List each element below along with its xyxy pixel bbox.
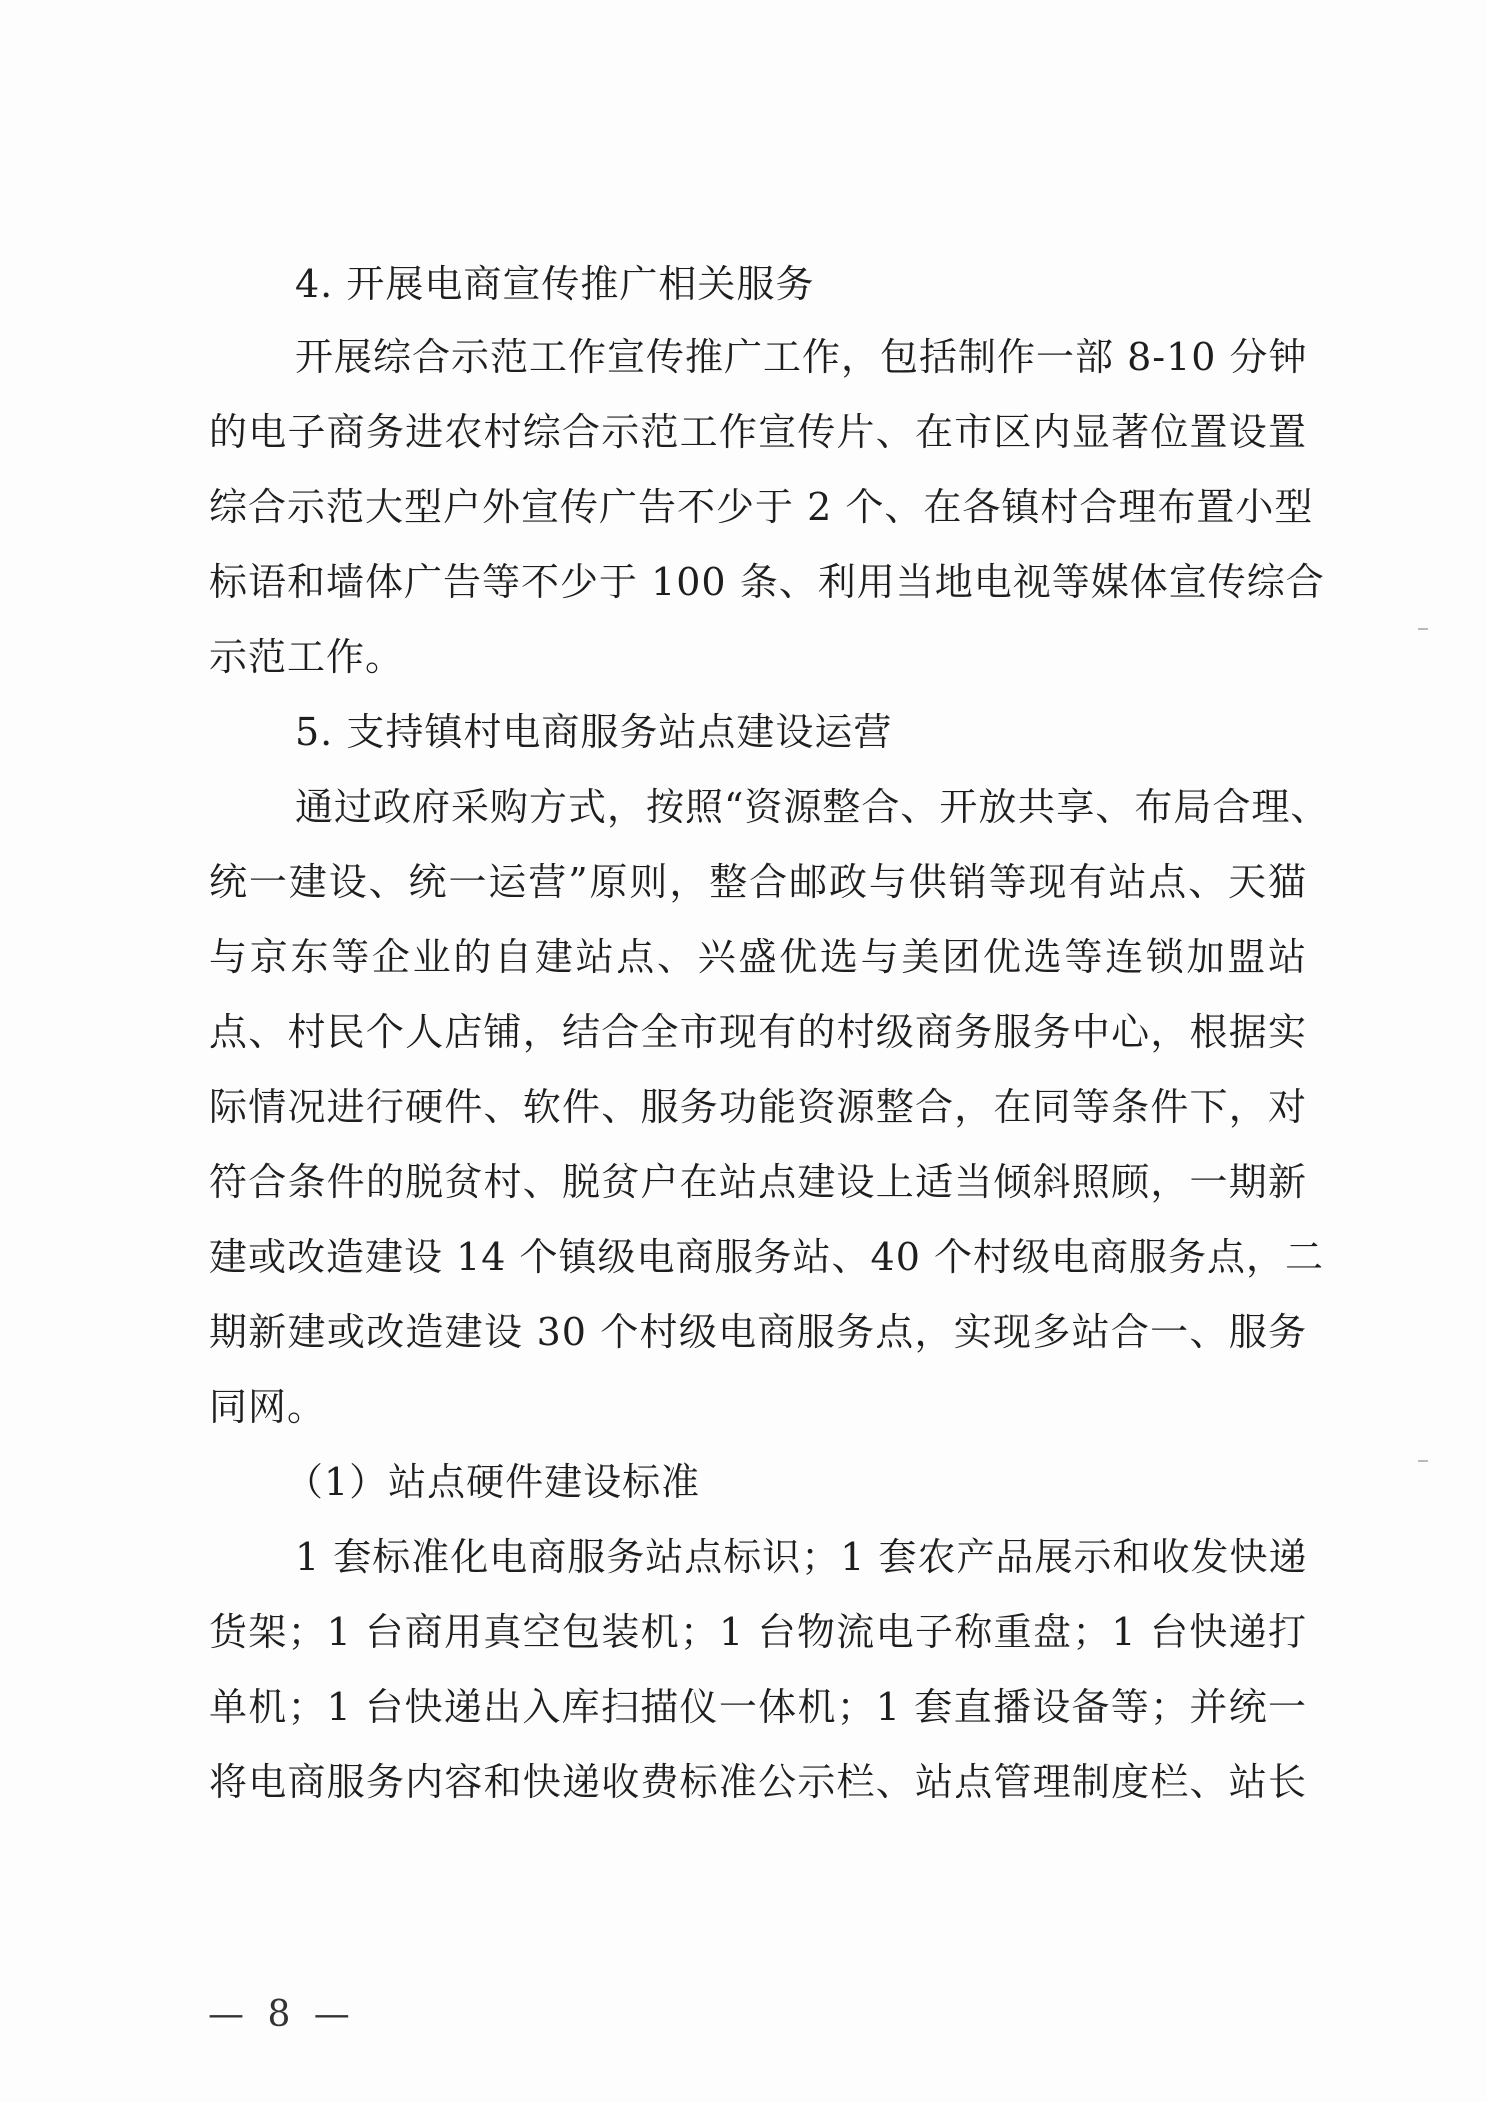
paragraph-line: 货架；1 台商用真空包装机；1 台物流电子称重盘；1 台快递打 (209, 1610, 1307, 1654)
paragraph-line: 通过政府采购方式，按照“资源整合、开放共享、布局合理、 (295, 785, 1330, 829)
paragraph-line: 同网。 (209, 1385, 327, 1429)
paragraph-line: 综合示范大型户外宣传广告不少于 2 个、在各镇村合理布置小型 (209, 485, 1314, 529)
paragraph-line: 单机；1 台快递出入库扫描仪一体机；1 套直播设备等；并统一 (209, 1685, 1307, 1729)
paragraph-line: 统一建设、统一运营”原则，整合邮政与供销等现有站点、天猫 (209, 860, 1307, 904)
paragraph-line: 的电子商务进农村综合示范工作宣传片、在市区内显著位置设置 (209, 410, 1307, 454)
paragraph-line: 1 套标准化电商服务站点标识；1 套农产品展示和收发快递 (295, 1535, 1308, 1579)
paragraph-line: 建或改造建设 14 个镇级电商服务站、40 个村级电商服务点，二 (209, 1235, 1324, 1279)
paragraph-line: 将电商服务内容和快递收费标准公示栏、站点管理制度栏、站长 (209, 1760, 1307, 1804)
subsection-heading-1: （1）站点硬件建设标准 (285, 1460, 701, 1504)
page-number: — 8 — (208, 1994, 356, 2035)
scan-mark (1418, 628, 1428, 630)
scan-mark (1418, 1460, 1428, 1462)
paragraph-line: 点、村民个人店铺，结合全市现有的村级商务服务中心，根据实 (209, 1010, 1307, 1054)
paragraph-line: 示范工作。 (209, 635, 405, 679)
paragraph-line: 期新建或改造建设 30 个村级电商服务点，实现多站合一、服务 (209, 1310, 1307, 1354)
section-heading-5: 5. 支持镇村电商服务站点建设运营 (295, 710, 893, 754)
paragraph-line: 际情况进行硬件、软件、服务功能资源整合，在同等条件下，对 (209, 1085, 1307, 1129)
section-heading-4: 4. 开展电商宣传推广相关服务 (295, 262, 815, 306)
paragraph-line: 与京东等企业的自建站点、兴盛优选与美团优选等连锁加盟站 (209, 935, 1307, 979)
paragraph-line: 符合条件的脱贫村、脱贫户在站点建设上适当倾斜照顾，一期新 (209, 1160, 1307, 1204)
paragraph-line: 标语和墙体广告等不少于 100 条、利用当地电视等媒体宣传综合 (209, 560, 1325, 604)
paragraph-line: 开展综合示范工作宣传推广工作，包括制作一部 8-10 分钟 (295, 335, 1308, 379)
